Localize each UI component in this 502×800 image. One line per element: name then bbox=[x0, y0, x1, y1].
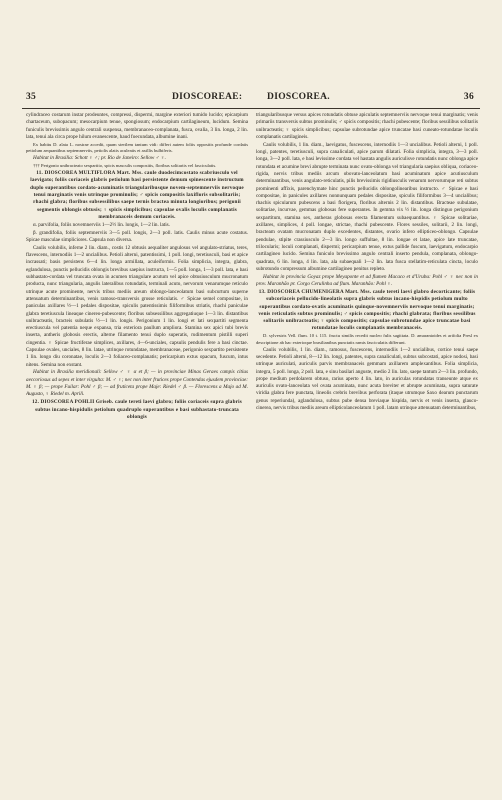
running-title-right: DIOSCOREA. bbox=[267, 92, 330, 102]
page-number-left: 35 bbox=[26, 92, 37, 102]
running-title-left: DIOSCOREAE: bbox=[172, 92, 243, 102]
species-heading: 11. DIOSCOREA MULTIFLORA Mart. Mss. caule duodecimcostato scabriusculo vel laevigato; foliis coriaceis glabris petiolum basi persistente demum spinescente instructum duplo superantibus cordato-acuminatis triangularibusque novem-septemnerviis nervoque tenui marginatis venis utrinque prominulis; ♂ spicis compositis laxifloris subsolitariis; rhachi glabra; floribus subsessilibus saepe ternis bractea minuta longioribus; perigonii segmentis oblongis obtusis; ♀ spicis simplicibus; capsulae ovalis loculis complanatis membranaceis demum coriaceis. bbox=[30, 170, 244, 220]
text-column-left bbox=[26, 112, 248, 780]
paragraph: Caulis volubilis, 1 lin. diam., laevigatus, fuscescens, internodiis 1—3 uncialibus. Petioli alterni, 1 poll. longi, patentes, teretiusculi, supra canaliculati, apice parum dilatati. Folia simplicia, integra, 3—3 poll. longa, 3—2 poll. lata, e basi levissime cordata vel hastata angulis auriculisve rotundatis nunc oblonga apice rotundata et acumine brevi abrupte terminata nunc ovato-oblonga vel triangularia saepius obliqua, coriaceo-rigida, nervis tribus mediis arcum obovato-lanceolatum basi acuminatum apice acutiusculum determinantibus, venis angulato-reticulatis, pilis brevissimis rigidiusculis venarum nervorumque reti subtus prominenti affixis, parenchymate hinc punctis pellucidis oblongolinearibus instructo. ♂ Spicae e basi compositae, in panicules axillares nonnunquam pedales dispositae, spiculis filiformibus 3—4 uncialibus; rhachis spicularum pubescens a basi florigera, floribus alternis 2 lin. distantibus. Bracteae subulatae, solitariae, incurvae, gemmas globosas fere superantes. In gemma vix ½ lin. longa distinguo perigonium sexpartitum, stamina sex, antheras globosas erecta filamentum subaequantibus. ♀ Spicae solitariae, axillares, simplices, 4 poll. longae, strictae, rhachi pubescente. Flores sessiles, solitarii, 2 lin. longi, bracteam ovatam mucronatam duplo excedentes, distantes, ovario infero ellipticeo-oblongo. Capsulae pendulae, stipite crassiusculo 2—3 lin. longo suffultae, 8 lin. longae et latae, apice late truncatae, trilocularis; loculi complanati, dispermi; pericarpium tenue, extus pallide fuscum, laevigatum, endocarpio cartilagineo lucido. Semina funiculo brevissimo angulo centrali inserto pendula, complanata, oblongo-quadrata, 6 lin. longa, 4 lin. lata, ala subaequali 1—2 lin. lata fusca stellatim-reticulata cincta, loculo subrotundo compressum albumine cartilagineo penitus repleto. bbox=[256, 141, 478, 272]
paragraph: Ex habitu D. alata L. nostrae accedit, quam sterilem tantum vidi: differt autem foliis oppositis profunde cordatis petiolum aequantibus septemnerviis, petiolis alatis aculeatis et axillis bulbiferis. bbox=[26, 141, 248, 154]
paragraph: β. grandifolia, foliis septemnerviis 3—5 poll. longis, 2—3 poll. latis. Caulis minus acute costatus. Spicae masculae simpliciores. Capsula non diversa. bbox=[26, 229, 248, 243]
paragraph: Caulis volubilis, inferne 2 lin. diam., costis 12 obtusis aequaliter angulosus vel angulato-striatus, teres, flavescens, internodiis 1—2 uncialibus. Petioli alterni, patentissimi, 1 poll. longi, teretiusculi, basi et apice incrassati; basis persistens 6—4 lin. longa armillata, aculeiformis. Folia simplicia, integra, glabra, eglandulosa, punctis pellucidis oblongis brevibus saepius instructa, 1—5 poll. longa, 1—3 poll. lata, e basi subhastato-cordata vel truncata ovata in acumen triangulare acutum vel apice obtusiusculum mucronatum producta, nunc triangularia, angulis lateralibus rotundatis, terminali acuto, nervorum venarumque reticulo utrinque acute prominente, nervis tribus mediis areum oblongo-lanceolatum basi subcurtum superne attenuatum determinantibus, venis ramoso-transversis grosse reticulatis. ♂ Spicae semel compositae, in paniculas axillares ½—1 pedales dispositae, spiculis patentissimis filiformibus striatis, rhachi paniculae glabra teretiuscula lineaque cinereo-pubescente; floribus subsessilibus aggregatiuque 1—3 lin. distantibus unibracteatis, bracteis subulatis ½—1 lin. longis. Perigonium 1 lin. longi et lati sexpartiti segmenta erectiuscula vel patentia neque expansa, tria exteriora paullum ampliora. Stamina sex apici tubi brevis inserta, antheris globosis erectis, alterne filamento tenui duplo superatis, rudimentum pistilli superi cingentia. ♀ Spicae fructiferae simplices, axillares, 4—6-unciales, capsulis pendulis fere a basi cinctae. Capsulae ovales, unciales, 8 lin. latae, utrinque rotundatae, membranaceae, perigonio sexpartito persistente 1 lin. longo diu coronatae, loculis 2—3 foliaceo-complanatis; pericarpium extus opacum, fuscum, intus nitens. Semina non exstant. bbox=[26, 244, 248, 368]
paragraph: Habitat in provincia Goyaz prope Meyaponte et ad flumen Macaco et d'Urubu: Pohl ♂ ♀ nec non in prov. Maranhão pr. Corgo Cerulinha ad flum. Maranhão: Pohl ♀. bbox=[256, 273, 478, 288]
text-column-right bbox=[256, 112, 478, 780]
species-heading: 13. DIOSCOREA CHUMENIGERA Mart. Mss. caule tereti laevi glabro decorticante; foliis subcoriaceis pellucido-lineolatis supra glabris subtus incano-hispidis petiolum multo superantibus cordato-ovatis acuminatis quinque-novemnerviis nervoque tenui marginatis; venis reticulatis subtus prominulis; ♂ spicis compositis; rhachi glabrata; floribus sessilibus solitariis unibracteatis; ♀ spicis compositis; capsulae subrotundae apice truncatae basi rotundatae loculis complanatis membranaceis. bbox=[258, 288, 476, 332]
paragraph: Caulis volubilis, 1 lin. diam., ramosus, fuscescens, internodiis 1—2 uncialibus, cortice tenui saepe secedente. Petioli alterni, 8—12 lin. longi, patentes, supra canaliculati, subtus subcostati, apice nodosi, basi utrinque auriculati, auriculis parvis membranaceis gemmam axillarem amplexantibus. Folia simplicia, integra, 5 poll. longa, 2 poll. lata, e sinu basilari anguste, medio 2 lin. lato, saepe tantum 2—3 lin. profundo, prope medium perdolarem obtuso, rarius aperto 4 lin. lato, in auriculas rotundatas transeunte atque ex auriculis ovato-lanceolata vel ovata acuminata, nunc acuta breviter et abrupte acuminata, supra saturate viridia glabra fere punctata, lineolis crebris brevibus perforata (itaque utrumque Saxo dearum punctarum genus reperiunda), aglandulosa, subtus pube densa breviaque hispida, nervis et venis inserta, glauco-cinerea, nervis tribus mediis areum ellipticolanceolatum 1 poll. latam utrinque attenuatam determinantibus, bbox=[256, 346, 478, 412]
paragraph: ††† Perigonio unibracteato sexpartito, spicis masculis compositis, floribus solitariis vel fasciculatis. bbox=[33, 163, 217, 169]
species-heading: 12. DIOSCOREA POHLII Griseb. caule tereti laevi glabro; foliis coriaceis supra glabris subtus incano-hispidulis petiolum quadruplo superantibus e basi subhastato-truncata oblongis bbox=[32, 399, 242, 420]
paragraph: cylindraceo costarum instar prodeuntes, compressi, dispermi, margine exteriori tumido lucido; epicarpium chartaceum, subopacum; mesocarpium tenue, spongiosum; endocarpium cartilagineum, lucidum. Semina funiculis brevissimis angulo centrali suspensa, membranaceo-complanata, fusca, ovalia, 3 lin. longa, 2 lin. lata, tenui ala circa prope hilum evanescente, haud foecundata, albumine inani. bbox=[26, 112, 248, 140]
header-rule bbox=[22, 108, 480, 109]
running-header bbox=[22, 92, 480, 106]
paragraph: Habitat in Brasilia: Schott ♀ ♂; pr. Rio de Janeiro: Sellow ♂ ♀. bbox=[33, 155, 166, 162]
page-number-right: 36 bbox=[463, 92, 474, 102]
paragraph: D. sylvestris Vell. flum. 10 t. 115. fructu similis recedit nucleo fulis sagittata. D. amarantoides et arifolia Presl ex descriptione ab hac exterioque brasilianibus punctatis ramis fasciculatis differunt. bbox=[256, 333, 478, 345]
running-title bbox=[22, 92, 480, 102]
paragraph: Habitat in Brasilia meridionali: Sellow ♂ ♀ α et β; — in provinciae Minas Geraes campis citius aeccoriosus ad sepes et inter virgulta: M. ♂ ♀; nec non inter frutices prope Contendas ejusdem provinciae: M. ♀ β; — prope Fuilar: Pohl ♂ β; — ad fruticeta prope Maje: Riedel ♂ β. — Florescens a Majo ad M. Augusto, ♀ Riedel m. Aprili. bbox=[26, 369, 248, 398]
paragraph: triangularibusque versus apices rotundatis obtuse apiculatis septemnerviis nervoque tenui marginatis; venis primariis transversis subtus prominulis; ♂ spicis compositis; rhachi pubescente; floribus sessilibus solitariis unibracteatis; ♀ spicis simplicibus; capsulae subrotundae apice truncatae basi cuneato-rotundatae loculis complanatis cartilagineis. bbox=[256, 112, 478, 140]
paragraph: α. parvifolia, foliis novemnerviis 1—2½ lin. longis, 1—2 lin. latis. bbox=[33, 221, 170, 228]
